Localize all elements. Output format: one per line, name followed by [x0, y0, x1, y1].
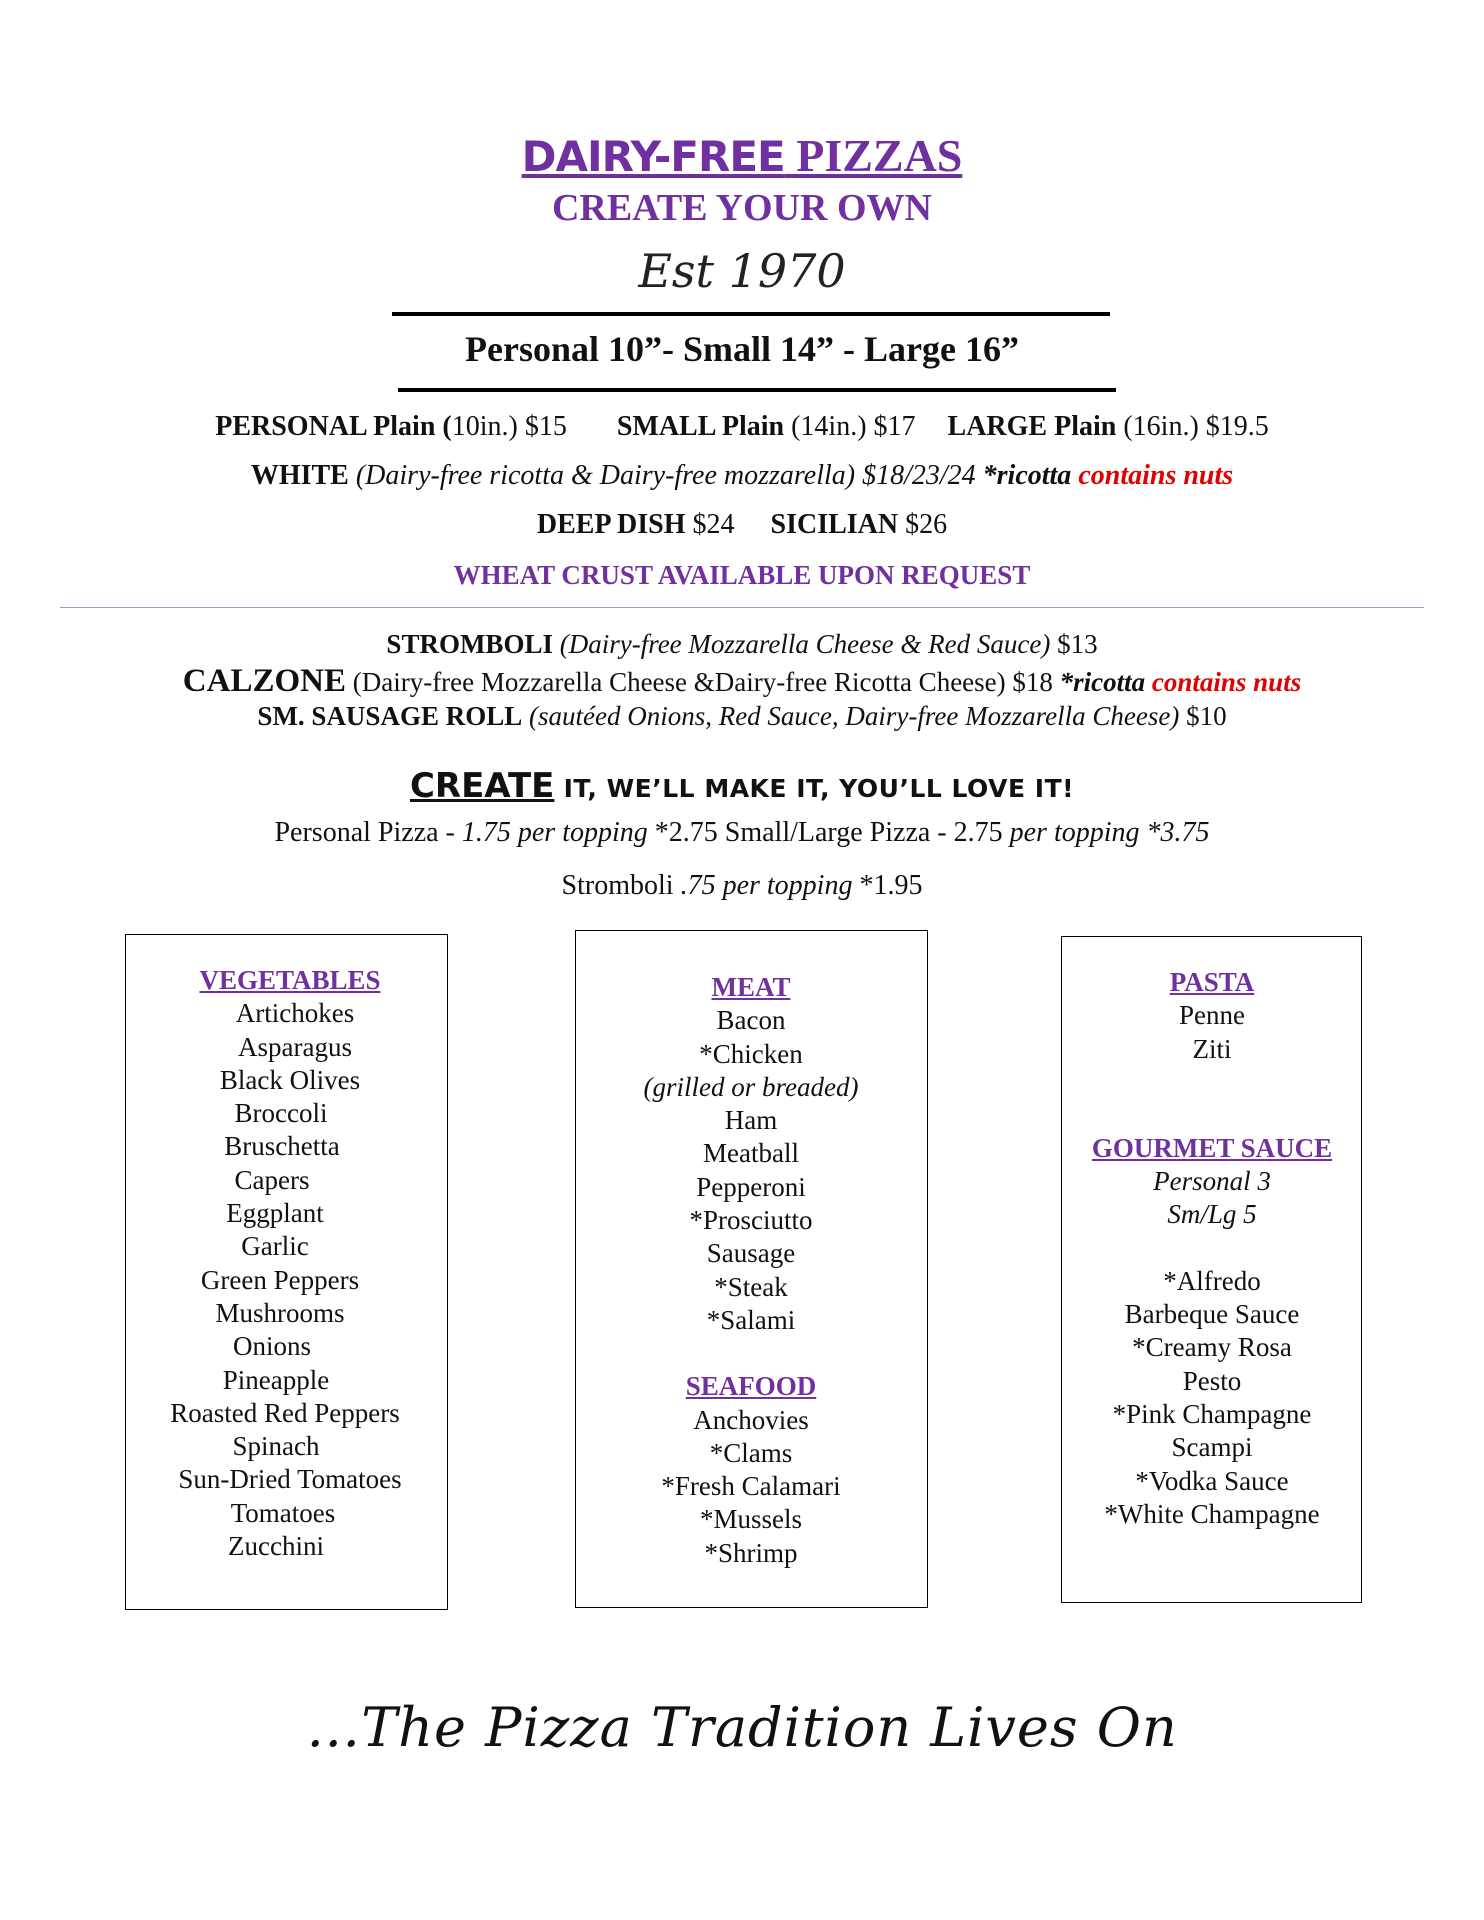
sausage-label: SM. SAUSAGE ROLL — [257, 701, 523, 731]
large-size: (16in.) $19.5 — [1116, 411, 1269, 442]
pasta-item: Penne — [1179, 1000, 1245, 1031]
deep-dish-label: DEEP DISH — [536, 509, 686, 540]
sauce-item: *Vodka Sauce — [1135, 1465, 1289, 1496]
wheat-crust-note: WHEAT CRUST AVAILABLE UPON REQUEST — [453, 560, 1031, 590]
sauce-item: *Creamy Rosa — [1132, 1332, 1292, 1363]
pasta-column — [1070, 966, 1354, 1531]
stromboli-topping-star: *1.95 — [852, 870, 923, 901]
title-dairy-free: DAIRY-FREE — [521, 132, 785, 181]
sauce-item: Pesto — [1182, 1365, 1242, 1396]
seafood-heading: SEAFOOD — [685, 1371, 817, 1402]
personal-topping-price: 1.75 per topping — [461, 817, 648, 848]
calzone-label: CALZONE — [182, 663, 346, 699]
topping-item: Spinach — [232, 1431, 320, 1462]
topping-item: Capers — [234, 1164, 310, 1195]
topping-item: Mushrooms — [215, 1297, 345, 1328]
topping-item: Roasted Red Peppers — [170, 1397, 400, 1428]
specialty-crust-line — [0, 507, 1484, 543]
large-label: LARGE — [947, 411, 1048, 442]
sauce-item: *Alfredo — [1163, 1265, 1261, 1296]
topping-item: Sun-Dried Tomatoes — [178, 1464, 402, 1495]
smlg-topping-price: per topping *3.75 — [1002, 817, 1210, 848]
stromboli-topping-label: Stromboli — [561, 870, 681, 901]
gourmet-sauce-heading: GOURMET SAUCE — [1091, 1132, 1333, 1163]
white-label: WHITE — [250, 460, 349, 491]
topping-item: Artichokes — [235, 998, 355, 1029]
title-pizzas: PIZZAS — [784, 130, 963, 181]
calzone-warning: contains nuts — [1151, 667, 1302, 697]
sicilian-price: $26 — [898, 509, 948, 540]
stromboli-price: $13 — [1050, 629, 1098, 659]
deep-dish-price: $24 — [685, 509, 735, 540]
create-rest: IT, WE’LL MAKE IT, YOU’LL LOVE IT! — [554, 774, 1075, 803]
sauce-personal-price: Personal 3 — [1153, 1166, 1271, 1197]
footer-tagline: …The Pizza Tradition Lives On — [306, 1696, 1178, 1759]
personal-label: PERSONAL — [215, 411, 367, 442]
topping-item: *Shrimp — [704, 1537, 798, 1568]
personal-plain: Plain ( — [366, 411, 452, 442]
topping-item: Asparagus — [238, 1031, 352, 1062]
topping-item: Green Peppers — [200, 1264, 360, 1295]
smlg-topping-label: Small/Large Pizza - 2.75 — [724, 817, 1003, 848]
sauce-smlg-price: Sm/Lg 5 — [1167, 1199, 1257, 1230]
sauce-item: *White Champagne — [1104, 1498, 1320, 1529]
topping-item: Black Olives — [219, 1064, 361, 1095]
topping-item: Pineapple — [222, 1364, 330, 1395]
personal-topping-label: Personal Pizza - — [274, 817, 462, 848]
white-pizza-line — [0, 458, 1484, 494]
white-desc: (Dairy-free ricotta & Dairy-free mozzarella) $18/23/24 — [348, 460, 976, 491]
topping-item: Meatball — [703, 1138, 799, 1169]
stromboli-desc: (Dairy-free Mozzarella Cheese & Red Sauce) — [552, 629, 1051, 659]
vegetables-heading: VEGETABLES — [199, 965, 381, 995]
topping-item: Sausage — [706, 1238, 796, 1269]
topping-item: Onions — [232, 1331, 311, 1362]
meat-heading: MEAT — [711, 972, 791, 1002]
personal-size: 10in.) $15 — [451, 411, 567, 442]
topping-item: Broccoli — [234, 1098, 328, 1129]
stromboli-line — [0, 627, 1484, 661]
vegetables-column — [140, 964, 440, 1563]
pasta-heading: PASTA — [1169, 967, 1255, 997]
create-slogan — [0, 766, 1484, 809]
topping-item: Bacon — [716, 1005, 786, 1036]
divider-top — [392, 312, 1110, 316]
topping-item: Anchovies — [693, 1404, 809, 1435]
topping-item: *Mussels — [699, 1504, 802, 1535]
section-divider — [60, 607, 1424, 608]
large-plain: Plain — [1047, 411, 1117, 442]
topping-prices-line — [0, 815, 1484, 851]
topping-item: *Clams — [709, 1437, 793, 1468]
topping-item: Eggplant — [226, 1198, 324, 1229]
topping-item: *Fresh Calamari — [661, 1471, 841, 1502]
stromboli-label: STROMBOLI — [386, 629, 553, 659]
sauce-item: Scampi — [1171, 1432, 1253, 1463]
divider-bottom — [398, 388, 1116, 392]
white-note: *ricotta — [975, 460, 1079, 491]
topping-note: (grilled or breaded) — [643, 1071, 859, 1102]
plain-prices-line — [0, 409, 1484, 445]
personal-topping-star: *2.75 — [647, 817, 725, 848]
small-plain: Plain — [714, 411, 785, 442]
calzone-desc: (Dairy-free Mozzarella Cheese &Dairy-free Ricotta Cheese) $18 — [345, 667, 1053, 697]
subtitle: CREATE YOUR OWN — [551, 187, 933, 229]
sicilian-label: SICILIAN — [770, 509, 899, 540]
sausage-roll-line — [0, 699, 1484, 733]
topping-item: Tomatoes — [230, 1497, 336, 1528]
sauce-item: Barbeque Sauce — [1124, 1299, 1300, 1330]
topping-item: Ham — [724, 1105, 778, 1136]
stromboli-topping-line — [0, 868, 1484, 904]
page-title — [0, 128, 1484, 185]
topping-item: *Salami — [706, 1304, 796, 1335]
small-size: (14in.) $17 — [784, 411, 916, 442]
established: Est 1970 — [638, 244, 846, 298]
topping-item: Pepperoni — [696, 1171, 806, 1202]
sausage-desc: (sautéed Onions, Red Sauce, Dairy-free Mozzarella Cheese) — [522, 701, 1180, 731]
sizes-line: Personal 10”- Small 14” - Large 16” — [465, 329, 1019, 369]
stromboli-topping-price: .75 per topping — [680, 870, 853, 901]
meat-column — [590, 971, 912, 1570]
topping-item: *Prosciutto — [689, 1205, 813, 1236]
sauce-item: *Pink Champagne — [1112, 1398, 1312, 1429]
topping-item: Zucchini — [228, 1531, 324, 1562]
topping-item: Garlic — [241, 1231, 309, 1262]
small-label: SMALL — [616, 411, 715, 442]
calzone-line — [0, 662, 1484, 701]
sausage-price: $10 — [1179, 701, 1227, 731]
create-word: CREATE — [409, 766, 555, 806]
topping-item: *Chicken — [699, 1038, 803, 1069]
calzone-note: *ricotta — [1052, 667, 1152, 697]
white-warning: contains nuts — [1078, 460, 1234, 491]
topping-item: Bruschetta — [224, 1131, 340, 1162]
topping-item: *Steak — [714, 1271, 788, 1302]
pasta-item: Ziti — [1192, 1033, 1232, 1064]
